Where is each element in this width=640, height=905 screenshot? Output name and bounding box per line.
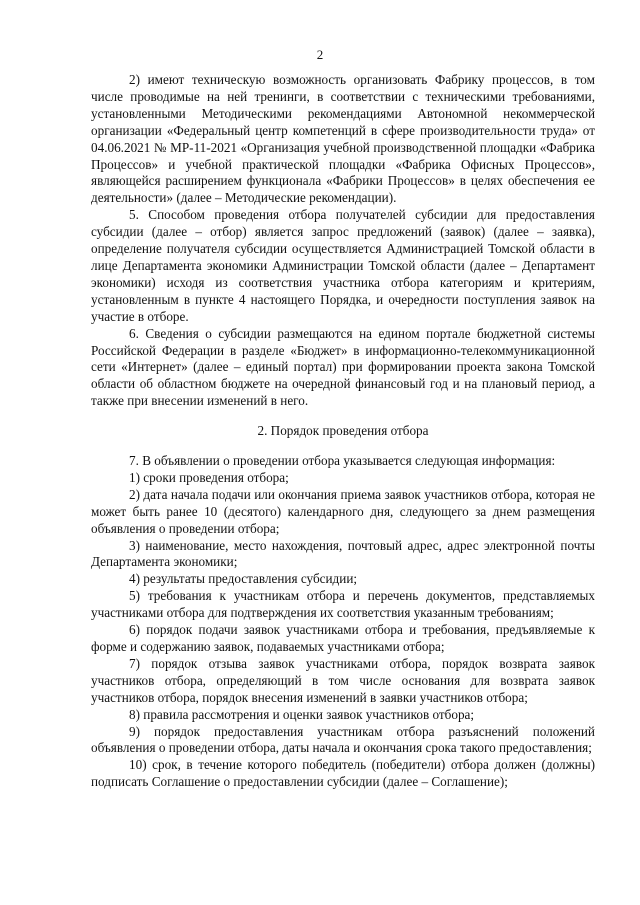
list-item: 8) правила рассмотрения и оценки заявок участников отбора;	[129, 706, 475, 722]
list-item: 5) требования к участникам отбора и перечень документов, представляемых участниками отбора для подтверждения их соответствия указанным требованиям;	[91, 588, 595, 621]
page-number: 2	[316, 47, 324, 62]
list-item: 7) порядок отзыва заявок участниками отбора, порядок возврата заявок участников отбора, определяющий в том числе основания для возврата заявок участников отбора, порядок внесения изменений в заявки участников отбора;	[91, 655, 595, 705]
list-item: 9) порядок предоставления участникам отбора разъяснений положений объявления о проведении отбора, даты начала и окончания срока такого предоставления;	[91, 723, 595, 756]
paragraph-clause-5: 5. Способом проведения отбора получателей субсидии для предоставления субсидии (далее – отбор) является запрос предложений (заявок) (далее – заявка), определение получателя субсидии осуществляется Администрацией Томской области в лице Департамента экономики Администрации Томской области (далее – Департамент экономики) исходя из соответствия участника отбора категориям и критериям, установленным в пункте 4 настоящего Порядка, и очередности поступления заявок на участие в отборе.	[91, 207, 595, 324]
list-item: 1) сроки проведения отбора;	[129, 469, 289, 485]
paragraph-clause-6: 6. Сведения о субсидии размещаются на едином портале бюджетной системы Российской Федерации в разделе «Бюджет» в информационно-телекоммуникационной сети «Интернет» (далее – единый портал) при формировании проекта закона Томской области об областном бюджете на очередной финансовый год и на плановый период, а также при внесении изменений в него.	[91, 325, 595, 409]
list-item: 3) наименование, место нахождения, почтовый адрес, адрес электронной почты Департамента экономики;	[91, 537, 595, 570]
paragraph-clause-7: 7. В объявлении о проведении отбора указывается следующая информация:	[129, 453, 556, 469]
document-body	[91, 72, 595, 791]
paragraph-item-2: 2) имеют техническую возможность организовать Фабрику процессов, в том числе проводимые на ней тренинги, в соответствии с техническими требованиями, установленными Методическими рекомендациями Автономной некоммерческой организации «Федеральный центр компетенций в сфере производительности труда» от 04.06.2021 № МР-11-2021 «Организация учебной производственной площадки «Фабрика Процессов» и учебной практической площадки «Фабрика Офисных Процессов», являющейся расширением функционала «Фабрики Процессов» в целях обеспечения ее деятельности» (далее – Методические рекомендации).	[91, 72, 595, 206]
section-title: 2. Порядок проведения отбора	[257, 423, 429, 439]
list-item: 4) результаты предоставления субсидии;	[129, 571, 358, 587]
list-item: 10) срок, в течение которого победитель (победители) отбора должен (должны) подписать Соглашение о предоставлении субсидии (далее – Соглашение);	[91, 757, 595, 790]
list-item: 6) порядок подачи заявок участниками отбора и требования, предъявляемые к форме и содержанию заявок, подаваемых участниками отбора;	[91, 622, 595, 654]
list-item: 2) дата начала подачи или окончания приема заявок участников отбора, которая не может быть ранее 10 (десятого) календарного дня, следующего за днем размещения объявления о проведении отбора;	[91, 486, 595, 536]
